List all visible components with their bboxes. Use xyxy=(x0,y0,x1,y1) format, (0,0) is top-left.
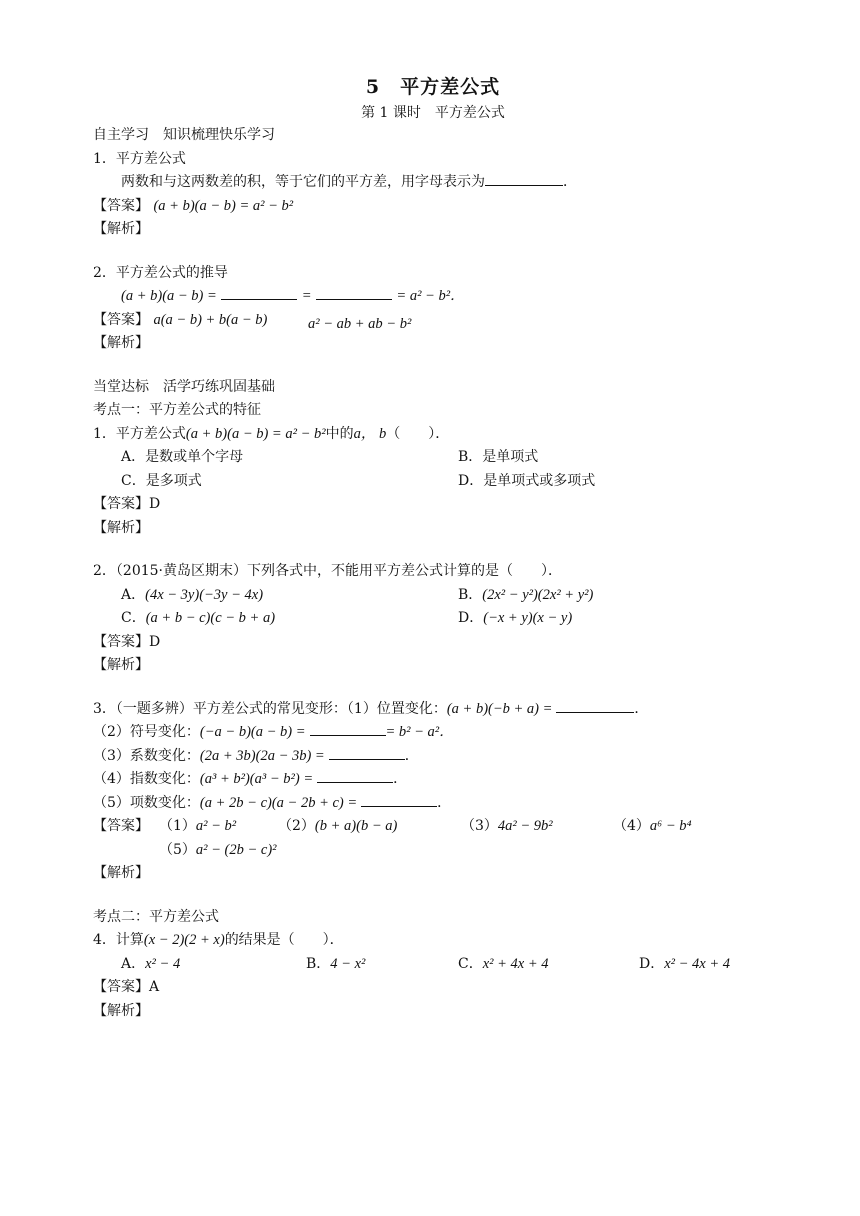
period: ． xyxy=(634,700,649,717)
question-stem: 两数和与这两数差的积，等于它们的平方差，用字母表示为 xyxy=(121,174,485,190)
variation-tail: ． xyxy=(393,771,408,787)
variation-line xyxy=(93,768,773,792)
answer-line xyxy=(93,493,773,517)
option-b xyxy=(458,584,593,608)
option-d xyxy=(639,953,730,977)
answer-line xyxy=(93,976,773,1000)
option-c xyxy=(458,953,549,977)
answer-line xyxy=(93,815,773,839)
answer-item-2 xyxy=(278,815,397,839)
answer-tag: 【答案】 xyxy=(93,979,149,995)
answer-tag: 【答案】 xyxy=(93,633,149,650)
question-paren: （ ）． xyxy=(386,425,450,442)
answer-item-label: （1） xyxy=(159,818,196,834)
answer-blank xyxy=(316,285,392,300)
question-text xyxy=(93,171,773,195)
answer-formula: a(a − b) + b(a − b) xyxy=(153,311,268,328)
option-d xyxy=(458,607,572,631)
variation-label: （3）系数变化： xyxy=(93,747,200,764)
answer-blank xyxy=(317,768,393,783)
question-formula: (a + b)(−b + a) = xyxy=(446,700,553,717)
page-subtitle: 第 1 课时 平方差公式 xyxy=(361,105,505,121)
question-vars: a， b xyxy=(353,425,387,442)
period: ． xyxy=(563,174,577,190)
option-label: C． xyxy=(458,955,483,972)
answer-item-4 xyxy=(613,815,692,839)
option-expr: 4 − x² xyxy=(330,955,366,972)
option-a-expr: (4x − 3y)(−3y − 4x) xyxy=(145,586,264,603)
question-stem xyxy=(93,423,773,447)
answer-line xyxy=(93,839,773,863)
answer-line xyxy=(93,195,773,219)
answer-formula: a² − ab + ab − b² xyxy=(308,315,412,332)
variation-expr: (−a − b)(a − b) = xyxy=(199,724,306,740)
option-b: B．是单项式 xyxy=(458,449,539,465)
answer-blank xyxy=(221,285,297,300)
options-row xyxy=(93,470,773,494)
option-b-label: B． xyxy=(458,586,483,603)
answer-item-label: （4） xyxy=(613,818,650,834)
answer-blank xyxy=(485,171,563,186)
option-label: A． xyxy=(121,955,146,972)
option-a xyxy=(121,956,180,972)
option-b-expr: (2x² − y²)(2x² + y²) xyxy=(482,586,594,603)
answer-item-1 xyxy=(159,815,236,839)
section-heading: 自主学习 知识梳理快乐学习 xyxy=(93,127,275,143)
answer-line xyxy=(93,309,773,333)
variation-line xyxy=(93,721,773,745)
variation-line xyxy=(93,745,773,769)
option-c-expr: (a + b − c)(c − b + a) xyxy=(145,610,276,626)
variation-tail: = b² − a²． xyxy=(385,724,454,740)
answer-tag: 【答案】 xyxy=(93,818,149,834)
question-prefix: 1．平方差公式 xyxy=(93,425,186,442)
point-heading: 考点二：平方差公式 xyxy=(93,908,219,925)
answer-tag: 【答案】 xyxy=(93,496,149,512)
question-text: 3．（一题多辨）平方差公式的常见变形：（1）位置变化： xyxy=(93,700,447,717)
option-expr: x² − 4x + 4 xyxy=(664,955,731,972)
derivation-lhs: (a + b)(a − b) = xyxy=(121,288,217,304)
question-stem xyxy=(93,698,773,722)
section-heading: 当堂达标 活学巧练巩固基础 xyxy=(93,378,275,395)
answer-item-5 xyxy=(159,839,277,863)
analysis-tag: 【解析】 xyxy=(93,1002,149,1019)
option-c: C．是多项式 xyxy=(121,472,202,489)
variation-tail: ． xyxy=(437,794,452,811)
question-suffix: 中的 xyxy=(325,425,354,442)
equals-sign: = xyxy=(301,288,312,304)
answer-item-label: （3） xyxy=(461,818,498,834)
option-d: D．是单项式或多项式 xyxy=(458,472,596,489)
answer-item-expr: a² − (2b − c)² xyxy=(195,841,277,858)
option-label: D． xyxy=(639,955,665,972)
question-stem xyxy=(93,929,773,953)
option-expr: x² − 4 xyxy=(145,955,181,972)
analysis-tag: 【解析】 xyxy=(93,335,149,351)
page-title: 5 平方差公式 xyxy=(365,76,501,98)
option-d-label: D． xyxy=(458,610,484,626)
option-label: B． xyxy=(306,955,331,972)
question-stem: 2．（2015·黄岛区期末）下列各式中，不能用平方差公式计算的是（ ）． xyxy=(93,563,562,579)
options-row xyxy=(93,584,773,608)
analysis-tag: 【解析】 xyxy=(93,657,149,673)
variation-expr: (a + 2b − c)(a − 2b + c) = xyxy=(199,794,358,811)
variation-label: （2）符号变化： xyxy=(93,724,200,740)
question-formula: (x − 2)(2 + x) xyxy=(143,932,225,948)
answer-item-3 xyxy=(461,815,553,839)
option-expr: x² + 4x + 4 xyxy=(482,955,549,972)
answer-tag: 【答案】 xyxy=(93,311,149,328)
answer-blank xyxy=(310,721,386,736)
options-row xyxy=(93,607,773,631)
option-c-label: C． xyxy=(121,610,146,626)
answer-item-expr: (b + a)(b − a) xyxy=(314,818,398,834)
option-d-expr: (−x + y)(x − y) xyxy=(483,610,573,626)
derivation-rhs: = a² − b²． xyxy=(396,288,465,304)
variation-expr: (a³ + b²)(a³ − b²) = xyxy=(199,771,314,787)
variation-expr: (2a + 3b)(2a − 3b) = xyxy=(199,747,325,764)
answer-line xyxy=(93,631,773,655)
answer-item-label: （2） xyxy=(278,818,315,834)
analysis-tag: 【解析】 xyxy=(93,519,149,536)
question-label: 1．平方差公式 xyxy=(93,150,186,167)
answer-formula: (a + b)(a − b) = a² − b² xyxy=(153,197,294,214)
answer-value: D xyxy=(149,633,161,650)
document xyxy=(93,74,773,1023)
analysis-tag: 【解析】 xyxy=(93,865,149,881)
answer-item-expr: a⁶ − b⁴ xyxy=(649,818,692,834)
question-label: 2．平方差公式的推导 xyxy=(93,264,228,281)
answer-blank xyxy=(361,792,437,807)
question-suffix: 的结果是（ ）． xyxy=(224,932,344,948)
answer-blank xyxy=(556,698,634,713)
variation-label: （5）项数变化： xyxy=(93,794,200,811)
option-a: A．是数或单个字母 xyxy=(121,449,244,465)
question-prefix: 4．计算 xyxy=(93,932,144,948)
variation-line xyxy=(93,792,773,816)
options-row xyxy=(93,446,773,470)
point-heading: 考点一：平方差公式的特征 xyxy=(93,402,261,418)
answer-value: A xyxy=(149,979,160,995)
answer-item-label: （5） xyxy=(159,841,196,858)
option-a-label: A． xyxy=(121,586,146,603)
answer-tag: 【答案】 xyxy=(93,197,149,214)
variation-label: （4）指数变化： xyxy=(93,771,200,787)
answer-item-expr: a² − b² xyxy=(195,818,237,834)
variation-tail: ． xyxy=(404,747,419,764)
options-row xyxy=(93,953,773,977)
derivation-line xyxy=(93,285,773,309)
answer-item-expr: 4a² − 9b² xyxy=(497,818,553,834)
answer-blank xyxy=(329,745,405,760)
option-b xyxy=(306,953,365,977)
answer-value: D xyxy=(149,496,161,512)
analysis-tag: 【解析】 xyxy=(93,221,149,237)
question-formula: (a + b)(a − b) = a² − b² xyxy=(185,425,326,442)
